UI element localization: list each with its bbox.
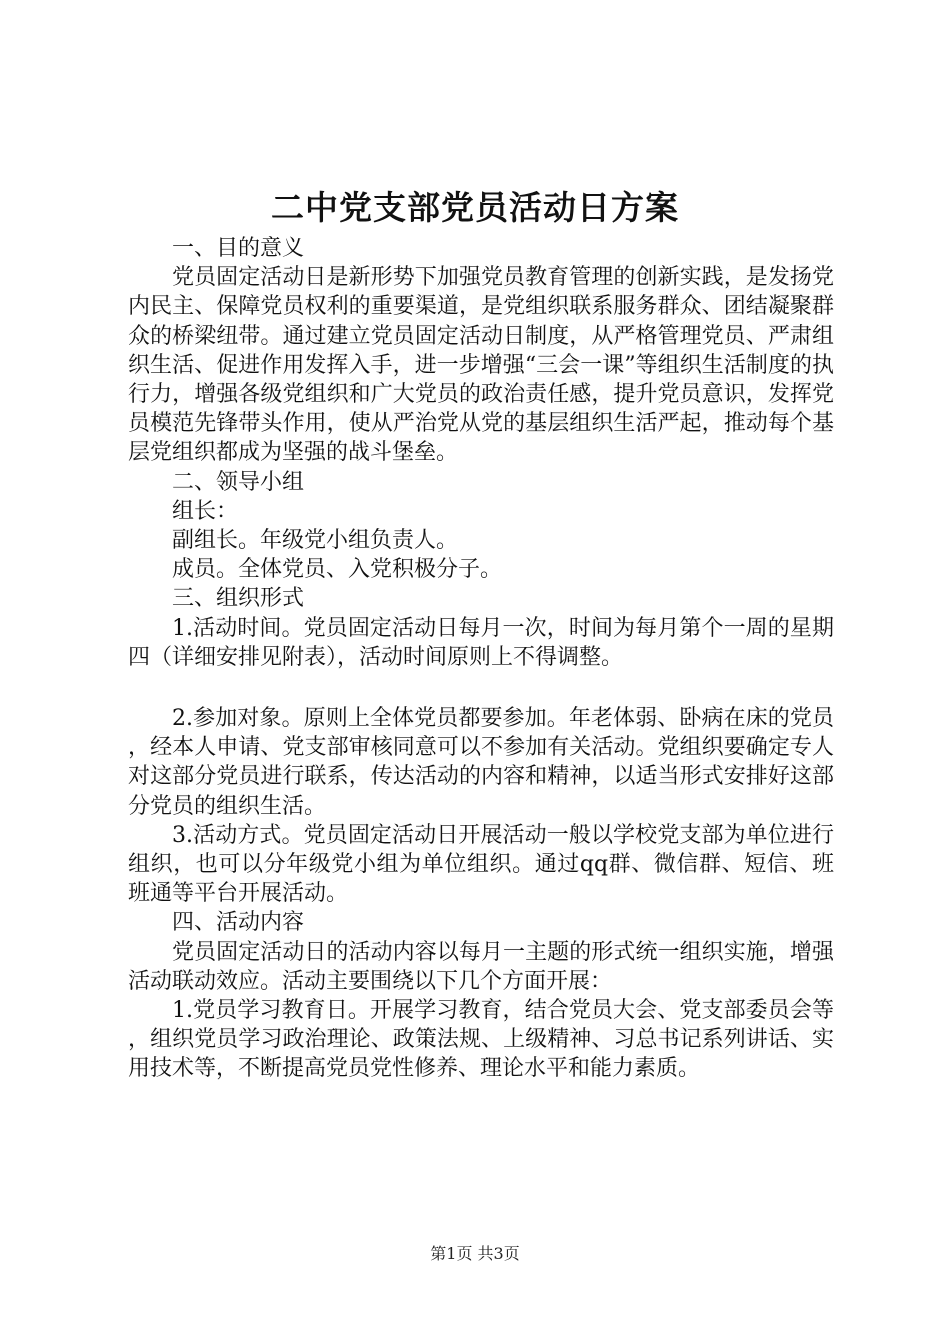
paragraph-study-day: 1.党员学习教育日。开展学习教育，结合党员大会、党支部委员会等，组织党员学习政治理论、政策法规、上级精神、习总书记系列讲话、实用技术等，不断提高党员党性修养、理论水平和能力素质。 bbox=[128, 998, 834, 1082]
document-body bbox=[128, 234, 834, 1084]
paragraph-members: 成员。全体党员、入党积极分子。 bbox=[172, 557, 503, 583]
page-indicator: 第1页 共3页 bbox=[430, 1244, 520, 1263]
paragraph-deputy-leader: 副组长。年级党小组负责人。 bbox=[172, 528, 459, 554]
document-title: 二中党支部党员活动日方案 bbox=[271, 188, 679, 227]
paragraph-activity-method: 3.活动方式。党员固定活动日开展活动一般以学校党支部为单位进行组织，也可以分年级党小组为单位组织。通过qq群、微信群、短信、班班通等平台开展活动。 bbox=[128, 822, 834, 907]
paragraph-participants: 2.参加对象。原则上全体党员都要参加。年老体弱、卧病在床的党员，经本人申请、党支部审核同意可以不参加有关活动。党组织要确定专人对这部分党员进行联系，传达活动的内容和精神，以适当形式安排好这部分党员的组织生活。 bbox=[128, 706, 834, 819]
paragraph-activity-time: 1.活动时间。党员固定活动日每月一次，时间为每月第个一周的星期四（详细安排见附表），活动时间原则上不得调整。 bbox=[128, 615, 834, 670]
section-heading-leadership: 二、领导小组 bbox=[172, 469, 305, 495]
paragraph-content-intro: 党员固定活动日的活动内容以每月一主题的形式统一组织实施，增强活动联动效应。活动主要围绕以下几个方面开展： bbox=[128, 939, 834, 994]
section-heading-content: 四、活动内容 bbox=[172, 910, 305, 936]
paragraph-purpose: 党员固定活动日是新形势下加强党员教育管理的创新实践，是发扬党内民主、保障党员权利的重要渠道，是党组织联系服务群众、团结凝聚群众的桥梁纽带。通过建立党员固定活动日制度，从严格管理党员、严肃组织生活、促进作用发挥入手，进一步增强“三会一课”等组织生活制度的执行力，增强各级党组织和广大党员的政治责任感，提升党员意识，发挥党员模范先锋带头作用，使从严治党从党的基层组织生活严起，推动每个基层党组织都成为坚强的战斗堡垒。 bbox=[128, 265, 834, 466]
paragraph-leader: 组长： bbox=[172, 498, 239, 524]
section-heading-purpose: 一、目的意义 bbox=[172, 236, 305, 261]
section-heading-organization: 三、组织形式 bbox=[172, 586, 305, 612]
